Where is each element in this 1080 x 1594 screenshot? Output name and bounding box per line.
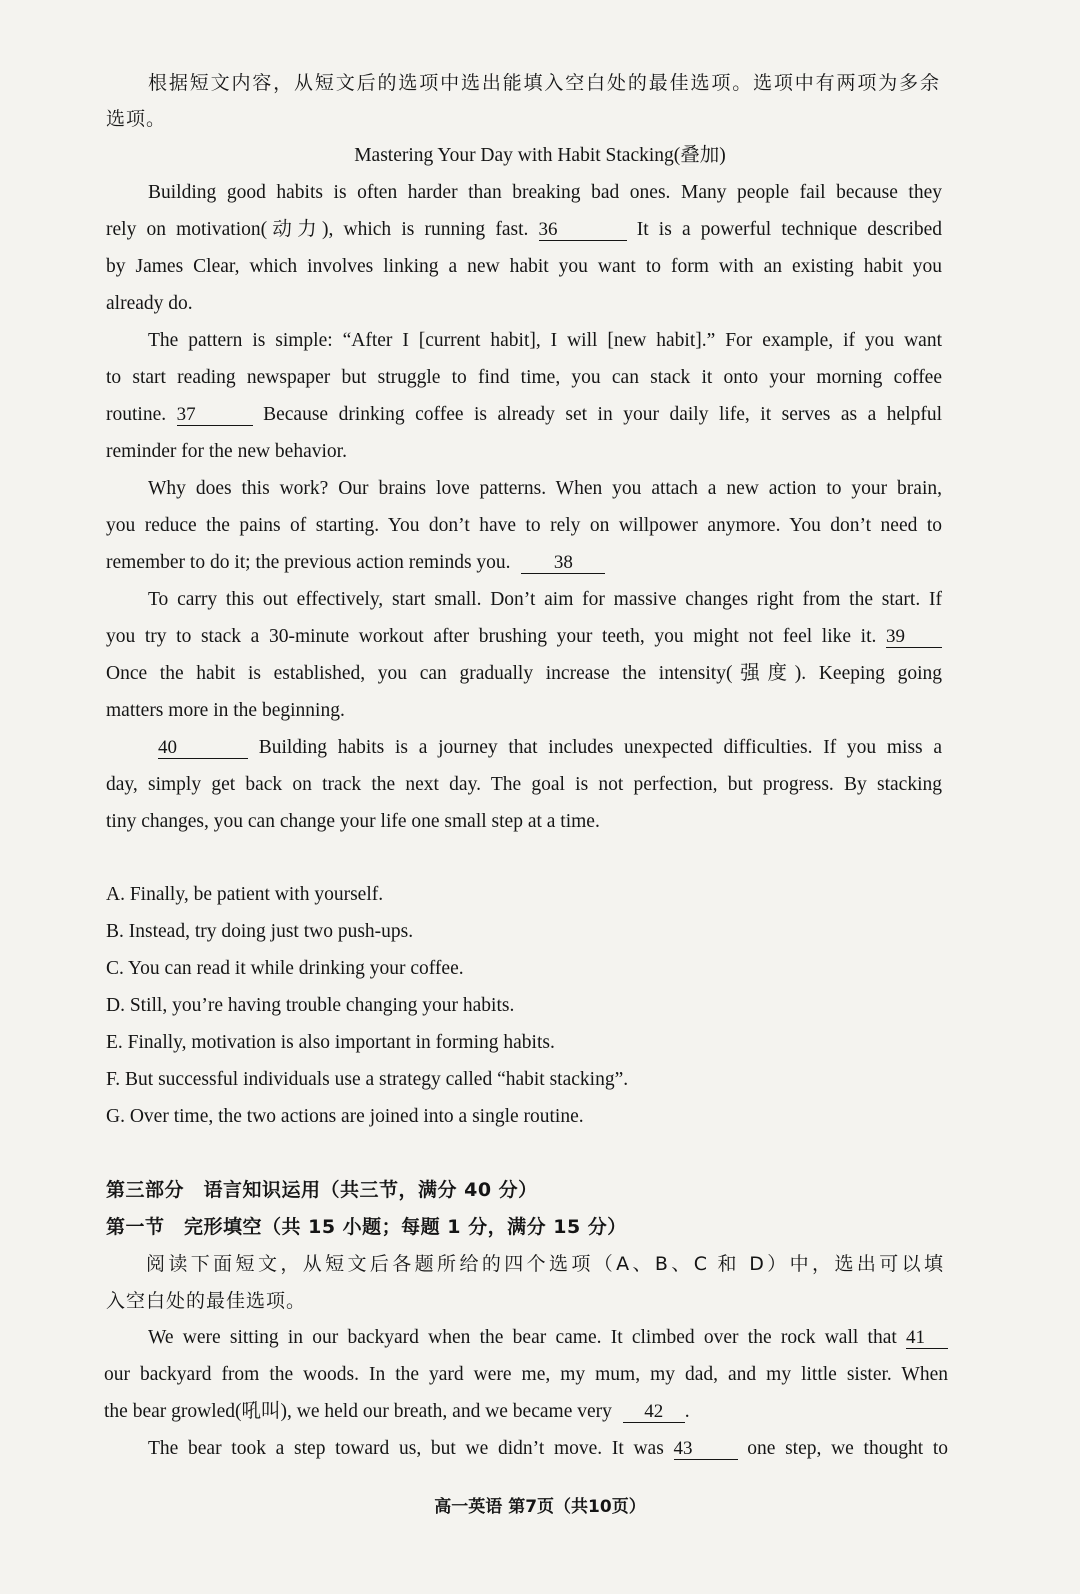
cloze-instruction-line2: 入空白处的最佳选项。 (106, 1290, 307, 1312)
p2-line4: reminder for the new behavior. (106, 441, 347, 462)
cloze-line3-text-b: . (684, 1401, 690, 1422)
p4-line4: matters more in the beginning. (106, 700, 345, 721)
p5-line1 (158, 735, 942, 761)
p5-line1-text-b: Building habits is a journey that includes unexpected difficulties. If you miss a (258, 737, 943, 758)
p1-line3: by James Clear, which involves linking a new habit you want to form with an existing habit you (106, 256, 942, 277)
cloze-line3 (104, 1399, 954, 1425)
option-c: C. You can read it while drinking your coffee. (106, 958, 464, 979)
option-g: G. Over time, the two actions are joined into a single routine. (106, 1106, 584, 1127)
p5-line2: day, simply get back on track the next day. The goal is not perfection, but progress. By stacking (106, 774, 942, 795)
p3-line3 (106, 550, 956, 576)
section1-heading: 第一节 完形填空（共 15 小题；每题 1 分，满分 15 分） (106, 1216, 627, 1238)
cloze-line3-text-a: the bear growled(吼叫), we held our breath, and we became very (104, 1401, 612, 1422)
blank-39[interactable]: 39 (886, 626, 942, 648)
p2-line3-text-a: routine. (106, 404, 167, 425)
p4-line2 (106, 624, 942, 650)
p3-line2: you reduce the pains of starting. You don’t have to rely on willpower anymore. You don’t need to (106, 515, 942, 536)
blank-36[interactable]: 36 (539, 219, 627, 241)
blank-40[interactable]: 40 (158, 737, 248, 759)
option-e: E. Finally, motivation is also important in forming habits. (106, 1032, 555, 1053)
part3-heading: 第三部分 语言知识运用（共三节，满分 40 分） (106, 1179, 538, 1201)
cloze-line4 (148, 1436, 948, 1462)
cloze-line1 (148, 1325, 948, 1351)
p1-line2-text-a: rely on motivation(动力), which is running fast. (106, 219, 529, 240)
p1-line4: already do. (106, 293, 193, 314)
cloze-line1-text-a: We were sitting in our backyard when the bear came. It climbed over the rock wall that (148, 1327, 897, 1348)
blank-43[interactable]: 43 (674, 1438, 738, 1460)
blank-41[interactable]: 41 (906, 1327, 948, 1349)
passage-title: Mastering Your Day with Habit Stacking(叠加) (354, 145, 726, 166)
cloze-instruction-line1: 阅读下面短文，从短文后各题所给的四个选项（A、B、C 和 D）中，选出可以填 (146, 1253, 944, 1275)
cloze-line2: our backyard from the woods. In the yard were me, my mum, my dad, and my little sister. When (104, 1364, 948, 1385)
option-a: A. Finally, be patient with yourself. (106, 884, 384, 905)
p4-line2-text-a: you try to stack a 30-minute workout after brushing your teeth, you might not feel like it. (106, 626, 877, 647)
p1-line2-text-b: It is a powerful technique described (636, 219, 943, 240)
p1-line1: Building good habits is often harder than breaking bad ones. Many people fail because they (148, 182, 942, 203)
p3-line1: Why does this work? Our brains love patterns. When you attach a new action to your brain, (148, 478, 942, 499)
blank-42[interactable]: 42 (623, 1401, 685, 1423)
task-instruction-line1: 根据短文内容，从短文后的选项中选出能填入空白处的最佳选项。选项中有两项为多余 (148, 72, 940, 94)
p4-line1: To carry this out effectively, start small. Don’t aim for massive changes right from the start. If (148, 589, 942, 610)
p1-line2 (106, 217, 942, 243)
p2-line3-text-b: Because drinking coffee is already set in your daily life, it serves as a helpful (263, 404, 942, 425)
p3-line3-text-a: remember to do it; the previous action reminds you. (106, 552, 511, 573)
page-footer: 高一英语 第7页（共10页） (434, 1497, 646, 1517)
blank-37[interactable]: 37 (177, 404, 253, 426)
p2-line2: to start reading newspaper but struggle to find time, you can stack it onto your morning coffee (106, 367, 942, 388)
task-instruction-line2: 选项。 (106, 108, 167, 130)
p4-line3: Once the habit is established, you can gradually increase the intensity(强度). Keeping going (106, 663, 942, 684)
p5-line3: tiny changes, you can change your life one small step at a time. (106, 811, 600, 832)
p2-line1: The pattern is simple: “After I [current habit], I will [new habit].” For example, if you want (148, 330, 942, 351)
option-d: D. Still, you’re having trouble changing your habits. (106, 995, 515, 1016)
p2-line3 (106, 402, 942, 428)
cloze-line4-text-b: one step, we thought to (747, 1438, 949, 1459)
blank-38[interactable]: 38 (521, 552, 605, 574)
option-f: F. But successful individuals use a strategy called “habit stacking”. (106, 1069, 629, 1090)
cloze-line4-text-a: The bear took a step toward us, but we didn’t move. It was (148, 1438, 664, 1459)
option-b: B. Instead, try doing just two push-ups. (106, 921, 414, 942)
